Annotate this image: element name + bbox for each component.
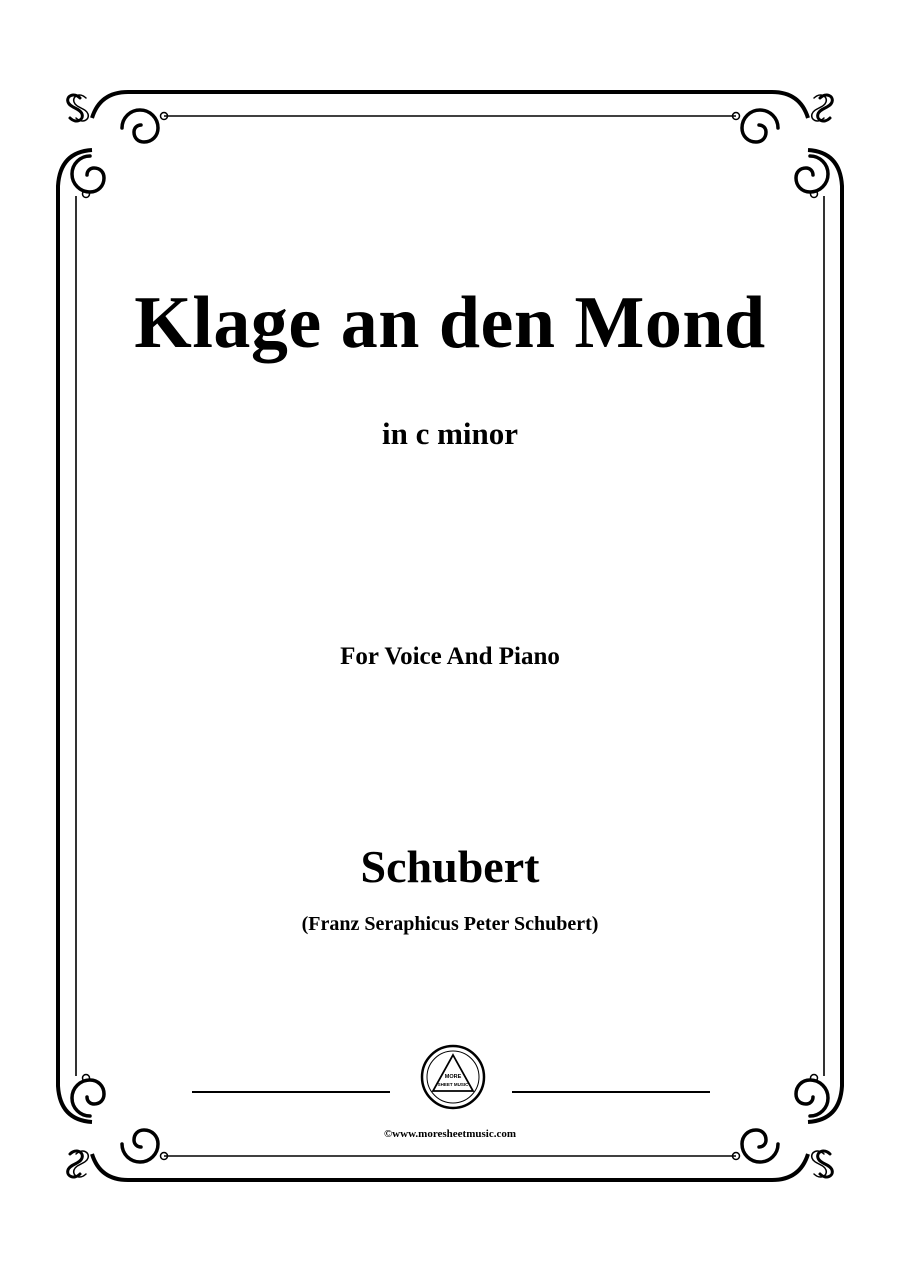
seal-text-top: MORE xyxy=(444,1074,462,1080)
seal-text-bottom: SHEET MUSIC xyxy=(437,1082,469,1087)
composer-full-name: (Franz Seraphicus Peter Schubert) xyxy=(301,913,599,935)
composer-name: Schubert xyxy=(360,841,540,892)
divider-right xyxy=(512,1091,710,1093)
instrumentation-label: For Voice And Piano xyxy=(340,643,560,670)
copyright-notice: ©www.moresheetmusic.com xyxy=(383,1128,517,1140)
key-subtitle: in c minor xyxy=(381,416,519,451)
publisher-seal-icon xyxy=(419,1043,487,1111)
divider-left xyxy=(192,1091,390,1093)
page-title: Klage an den Mond xyxy=(134,282,766,364)
